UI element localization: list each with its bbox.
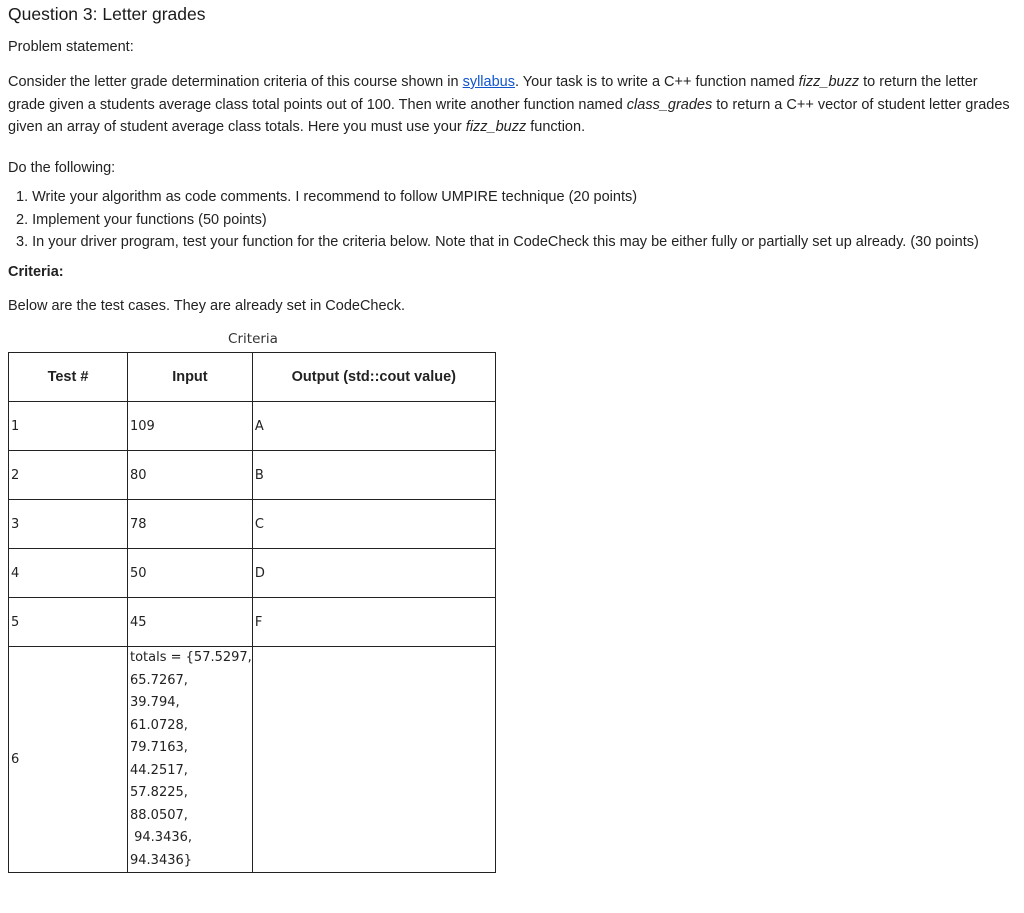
cell-input: 109: [128, 402, 253, 451]
step-item: 1. Write your algorithm as code comments. I recommend to follow UMPIRE technique (20 points): [16, 189, 638, 205]
totals-line: 61.0728,: [130, 717, 188, 733]
steps-list: [16, 186, 979, 254]
test-cases-note: Below are the test cases. They are already set in CodeCheck.: [8, 298, 406, 314]
cell-test: 5: [9, 598, 128, 647]
criteria-table: [8, 352, 496, 873]
totals-line: 65.7267,: [130, 672, 188, 688]
header-output: Output (std::cout value): [252, 353, 495, 402]
question-title: Question 3: Letter grades: [8, 4, 206, 24]
totals-line: totals = {57.5297,: [130, 650, 252, 665]
cell-test: 1: [9, 402, 128, 451]
cell-test: 3: [9, 500, 128, 549]
table-caption: Criteria: [228, 331, 278, 347]
header-input: Input: [128, 353, 253, 402]
cell-test: 2: [9, 451, 128, 500]
criteria-label: Criteria:: [8, 264, 64, 280]
paragraph-text-2: . Your task is to write a C++ function named: [514, 74, 799, 90]
table-row: [9, 647, 496, 873]
cell-test: 6: [9, 647, 128, 873]
cell-output: A: [252, 402, 495, 451]
table-row: [9, 451, 496, 500]
step-item: 3. In your driver program, test your function for the criteria below. Note that in CodeCheck this may be either fully or partially set up already. (30 points): [16, 234, 979, 250]
paragraph-text-1: Consider the letter grade determination criteria of this course shown in: [8, 74, 463, 90]
table-row: [9, 402, 496, 451]
problem-paragraph: [8, 71, 1016, 139]
totals-line: 94.3436}: [130, 852, 193, 868]
table-row: [9, 500, 496, 549]
totals-line: 88.0507,: [130, 807, 188, 823]
cell-input: 78: [128, 500, 253, 549]
function-name-fizz-buzz-2: fizz_buzz: [465, 119, 527, 135]
totals-line: 39.794,: [130, 695, 180, 710]
cell-input: 80: [128, 451, 253, 500]
paragraph-text-5: function.: [526, 119, 586, 135]
totals-line: 57.8225,: [130, 785, 188, 800]
cell-input: 45: [128, 598, 253, 647]
table-row: [9, 598, 496, 647]
function-name-fizz-buzz: fizz_buzz: [798, 74, 860, 90]
problem-statement-label: Problem statement:: [8, 39, 134, 55]
paragraph-text-3: to return the letter grade given a students average class total points out of 100. Then write another function named: [8, 74, 978, 113]
table-header-row: [9, 353, 496, 402]
totals-line: 94.3436,: [130, 830, 193, 845]
cell-output: D: [252, 549, 495, 598]
header-test-number: Test #: [9, 353, 128, 402]
cell-output-empty: [252, 647, 495, 873]
syllabus-link[interactable]: syllabus: [462, 74, 515, 90]
cell-output: C: [252, 500, 495, 549]
cell-output: B: [252, 451, 495, 500]
totals-line: 79.7163,: [130, 740, 188, 755]
cell-input: 50: [128, 549, 253, 598]
cell-output: F: [252, 598, 495, 647]
do-following-label: Do the following:: [8, 160, 116, 176]
function-name-class-grades: class_grades: [626, 96, 713, 113]
cell-input-totals: [128, 647, 253, 873]
cell-test: 4: [9, 549, 128, 598]
totals-line: 44.2517,: [130, 762, 188, 778]
table-row: [9, 549, 496, 598]
step-item: 2. Implement your functions (50 points): [16, 211, 267, 228]
paragraph-text-4: to return a C++ vector of student letter grades given an array of student average class totals. Here you must use your: [8, 96, 1010, 135]
